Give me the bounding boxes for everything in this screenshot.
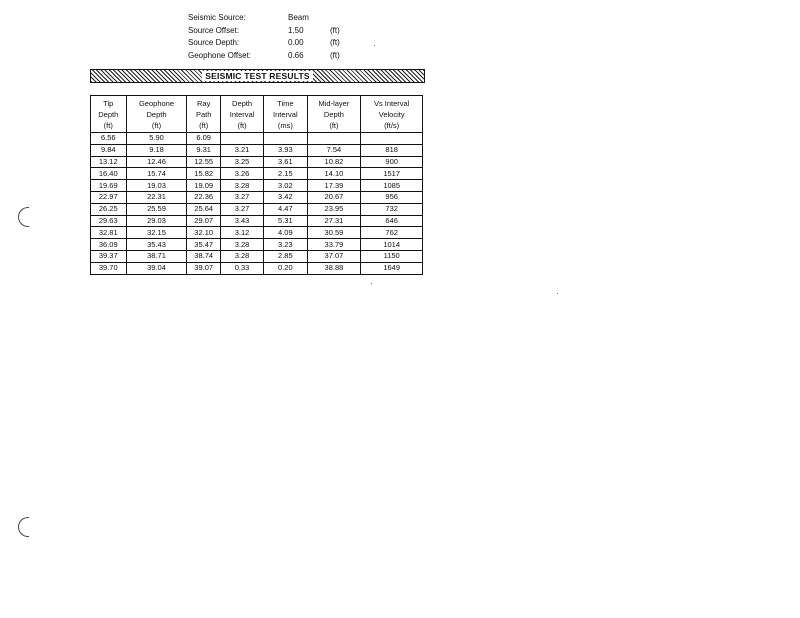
table-cell: 22.36 [187,191,220,203]
column-header-ray-path: Ray Path (ft) [187,96,220,133]
table-row [91,250,423,262]
table-cell [361,133,423,145]
table-cell: 7.54 [307,144,361,156]
table-cell: 3.42 [264,191,307,203]
param-row [188,12,360,25]
table-cell: 3.12 [220,227,263,239]
table-cell: 38.88 [307,262,361,274]
table-cell: 14.10 [307,168,361,180]
table-row [91,156,423,168]
table-cell: 1517 [361,168,423,180]
table-cell: 15.82 [187,168,220,180]
table-cell: 646 [361,215,423,227]
table-cell: 25.59 [126,203,187,215]
table-header-row [91,96,423,133]
seismic-results-table [90,95,423,275]
table-cell: 6.09 [187,133,220,145]
table-cell: 3.02 [264,180,307,192]
table-cell: 26.25 [91,203,127,215]
table-cell: 22.31 [126,191,187,203]
param-value: 0.00 [288,38,304,47]
table-cell: 19.69 [91,180,127,192]
table-cell: 6.56 [91,133,127,145]
table-cell: 16.40 [91,168,127,180]
table-cell: 5.90 [126,133,187,145]
table-row [91,133,423,145]
table-cell: 19.03 [126,180,187,192]
table-cell: 29.63 [91,215,127,227]
param-row [188,50,360,63]
table-cell: 3.93 [264,144,307,156]
table-cell: 2.85 [264,250,307,262]
table-row [91,203,423,215]
table-cell: 15.74 [126,168,187,180]
table-cell: 9.18 [126,144,187,156]
param-unit [330,12,360,25]
param-value: Beam [288,13,309,22]
table-cell: 39.70 [91,262,127,274]
table-cell: 30.59 [307,227,361,239]
table-cell: 12.46 [126,156,187,168]
table-cell: 2.15 [264,168,307,180]
table-cell: 20.67 [307,191,361,203]
table-cell [307,133,361,145]
table-cell: 29.03 [126,215,187,227]
table-cell: 9.84 [91,144,127,156]
speck-mark: · [556,288,559,298]
table-row [91,215,423,227]
table-cell: 732 [361,203,423,215]
speck-mark: · [373,40,376,50]
table-row [91,144,423,156]
table-row [91,168,423,180]
table-cell: 1150 [361,250,423,262]
table-cell: 3.21 [220,144,263,156]
table-cell: 12.55 [187,156,220,168]
binder-hole-mark [18,207,29,227]
table-cell: 3.26 [220,168,263,180]
table-row [91,262,423,274]
column-header-mid-layer-depth: Mid-layer Depth (ft) [307,96,361,133]
table-row [91,227,423,239]
param-label: Geophone Offset: [188,50,252,60]
table-cell: 10.82 [307,156,361,168]
table-cell: 762 [361,227,423,239]
param-label: Seismic Source: [188,13,246,22]
table-cell: 1085 [361,180,423,192]
table-cell: 3.27 [220,203,263,215]
table-row [91,191,423,203]
table-cell: 956 [361,191,423,203]
param-label: Source Depth: [188,38,240,47]
table-cell: 23.95 [307,203,361,215]
table-cell: 32.81 [91,227,127,239]
source-parameters [188,12,360,62]
table-cell: 818 [361,144,423,156]
table-cell: 39.04 [126,262,187,274]
table-cell: 3.25 [220,156,263,168]
table-cell: 5.31 [264,215,307,227]
param-unit: (ft) [330,38,340,47]
table-cell: 38.74 [187,250,220,262]
table-cell: 3.28 [220,239,263,251]
column-header-depth-interval: Depth Interval (ft) [220,96,263,133]
table-cell: 1649 [361,262,423,274]
banner-title: SEISMIC TEST RESULTS [202,71,312,81]
speck-mark: · [370,278,373,288]
table-cell [220,133,263,145]
table-cell: 36.09 [91,239,127,251]
table-cell: 0.20 [264,262,307,274]
table-cell: 3.27 [220,191,263,203]
results-banner [90,69,425,83]
table-cell: 3.23 [264,239,307,251]
param-row [188,37,360,50]
table-cell: 3.61 [264,156,307,168]
param-unit: (ft) [330,50,340,60]
table-cell: 13.12 [91,156,127,168]
param-row [188,25,360,38]
table-cell: 9.31 [187,144,220,156]
table-cell: 0.33 [220,262,263,274]
table-cell: 19.09 [187,180,220,192]
table-cell: 39.37 [91,250,127,262]
table-cell: 4.09 [264,227,307,239]
table-cell: 37.07 [307,250,361,262]
table-cell: 27.31 [307,215,361,227]
table-cell: 3.28 [220,180,263,192]
param-unit: (ft) [330,25,340,35]
table-cell: 35.47 [187,239,220,251]
table-cell: 4.47 [264,203,307,215]
table-cell: 29.07 [187,215,220,227]
table-cell: 32.10 [187,227,220,239]
table-row [91,180,423,192]
column-header-tip-depth: Tip Depth (ft) [91,96,127,133]
table-body [91,133,423,275]
param-value: 0.66 [288,50,304,60]
table-cell: 3.28 [220,250,263,262]
table-cell: 33.79 [307,239,361,251]
table-cell: 32.15 [126,227,187,239]
table-cell [264,133,307,145]
binder-hole-mark [18,517,29,537]
table-cell: 900 [361,156,423,168]
column-header-time-interval: Time Interval (ms) [264,96,307,133]
table-row [91,239,423,251]
table-cell: 38.71 [126,250,187,262]
table-cell: 1014 [361,239,423,251]
param-value: 1.50 [288,25,304,35]
column-header-geophone-depth: Geophone Depth (ft) [126,96,187,133]
table-cell: 25.64 [187,203,220,215]
column-header-vs-interval-velocity: Vs Interval Velocity (ft/s) [361,96,423,133]
table-cell: 3.43 [220,215,263,227]
param-label: Source Offset: [188,25,239,35]
table-cell: 35.43 [126,239,187,251]
table-cell: 17.39 [307,180,361,192]
table-cell: 39.07 [187,262,220,274]
table-cell: 22.97 [91,191,127,203]
